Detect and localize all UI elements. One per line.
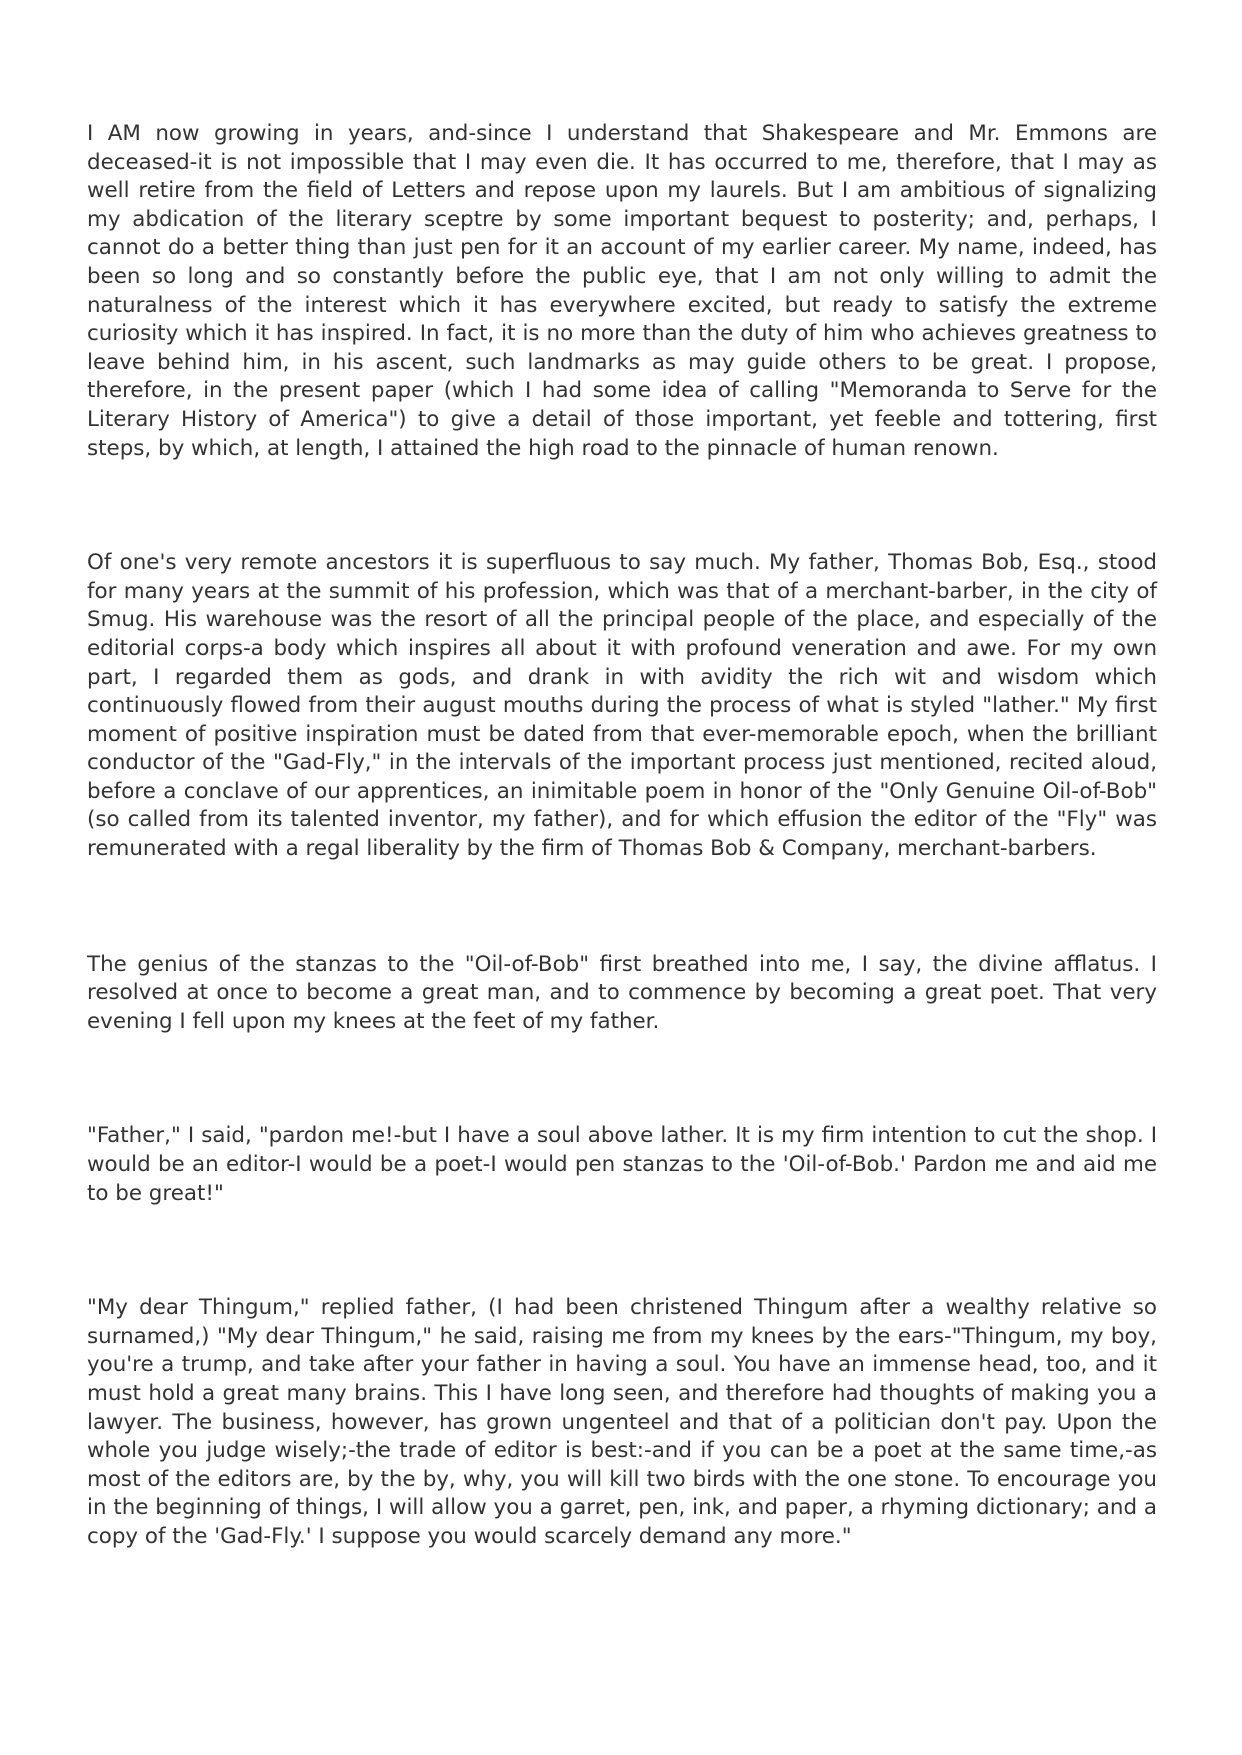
- paragraph-3: The genius of the stanzas to the "Oil-of-Bob" first breathed into me, I say, the divine afflatus. I resolved at once to become a great man, and to commence by becoming a great poet. That very evening I fell upon my knees at the feet of my father.: [87, 951, 1157, 1034]
- paragraph-2: Of one's very remote ancestors it is superfluous to say much. My father, Thomas Bob, Esq., stood for many years at the summit of his profession, which was that of a merchant-barber, in the city of Smug. His warehouse was the resort of all the principal people of the place, and especially of the editorial corps-a body which inspires all about it with profound veneration and awe. For my own part, I regarded them as gods, and drank in with avidity the rich wit and wisdom which continuously flowed from their august mouths during the process of what is styled "lather." My first moment of positive inspiration must be dated from that ever-memorable epoch, when the brilliant conductor of the "Gad-Fly," in the intervals of the important process just mentioned, recited aloud, before a conclave of our apprentices, an inimitable poem in honor of the "Only Genuine Oil-of-Bob" (so called from its talented inventor, my father), and for which effusion the editor of the "Fly" was remunerated with a regal liberality by the firm of Thomas Bob & Company, merchant-barbers.: [87, 550, 1157, 862]
- document-page: [87, 120, 1157, 1552]
- paragraph-5: "My dear Thingum," replied father, (I had been christened Thingum after a wealthy relative so surnamed,) "My dear Thingum," he said, raising me from my knees by the ears-"Thingum, my boy, you're a trump, and take after your father in having a soul. You have an immense head, too, and it must hold a great many brains. This I have long seen, and therefore had thoughts of making you a lawyer. The business, however, has grown ungenteel and that of a politician don't pay. Upon the whole you judge wisely;-the trade of editor is best:-and if you can be a poet at the same time,-as most of the editors are, by the by, why, you will kill two birds with the one stone. To encourage you in the beginning of things, I will allow you a garret, pen, ink, and paper, a rhyming dictionary; and a copy of the 'Gad-Fly.' I suppose you would scarcely demand any more.": [87, 1295, 1157, 1549]
- paragraph-1: I AM now growing in years, and-since I understand that Shakespeare and Mr. Emmons are deceased-it is not impossible that I may even die. It has occurred to me, therefore, that I may as well retire from the field of Letters and repose upon my laurels. But I am ambitious of signalizing my abdication of the literary sceptre by some important bequest to posterity; and, perhaps, I cannot do a better thing than just pen for it an account of my earlier career. My name, indeed, has been so long and so constantly before the public eye, that I am not only willing to admit the naturalness of the interest which it has everywhere excited, but ready to satisfy the extreme curiosity which it has inspired. In fact, it is no more than the duty of him who achieves greatness to leave behind him, in his ascent, such landmarks as may guide others to be great. I propose, therefore, in the present paper (which I had some idea of calling "Memoranda to Serve for the Literary History of America") to give a detail of those important, yet feeble and tottering, first steps, by which, at length, I attained the high road to the pinnacle of human renown.: [87, 121, 1157, 461]
- paragraph-4: "Father," I said, "pardon me!-but I have a soul above lather. It is my firm intention to cut the shop. I would be an editor-I would be a poet-I would pen stanzas to the 'Oil-of-Bob.' Pardon me and aid me to be great!": [87, 1123, 1157, 1206]
